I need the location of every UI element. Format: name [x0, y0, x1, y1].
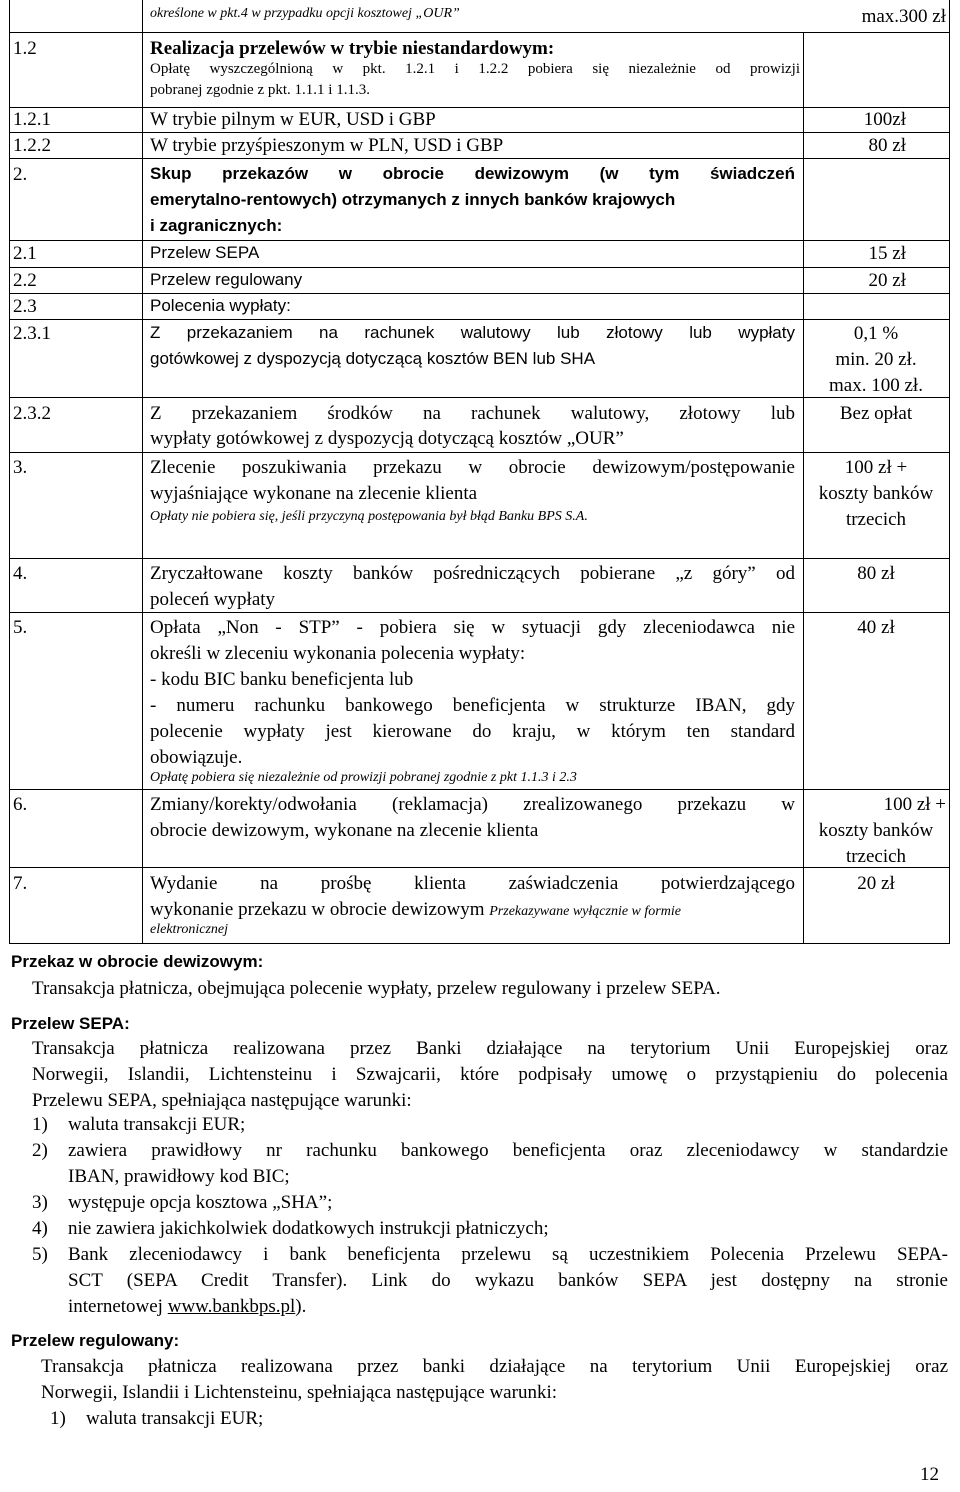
- row-description: wyjaśniające wykonane na zlecenie klienta: [150, 483, 478, 504]
- fee-cell: Bez opłat: [839, 403, 913, 424]
- row-title: i zagranicznych:: [150, 216, 283, 235]
- row-description: określi w zleceniu wykonania polecenia wypłaty:: [150, 643, 526, 664]
- row-description: Opłata „Non - STP” - pobiera się w sytuacji gdy zleceniodawca nie: [150, 617, 795, 638]
- section-heading: Przekaz w obrocie dewizowym:: [11, 952, 264, 971]
- row-separator: [9, 558, 950, 559]
- fee-cell: trzecich: [845, 509, 907, 530]
- row-number: 5.: [13, 617, 28, 638]
- list-item-number: 5): [32, 1244, 48, 1265]
- list-item-number: 2): [32, 1140, 48, 1161]
- row-description: Z przekazaniem środków na rachunek walutowy, złotowy lub: [150, 403, 795, 424]
- row-number: 2.: [13, 164, 28, 185]
- fee-cell: 15 zł: [868, 243, 906, 264]
- row-separator: [9, 319, 950, 320]
- fee-cell: 40 zł: [857, 617, 895, 638]
- list-item: IBAN, prawidłowy kod BIC;: [68, 1166, 290, 1187]
- column-separator-fee: [803, 32, 804, 944]
- row-number: 1.2.2: [13, 135, 51, 156]
- row-description: Opłatę wyszczególnioną w pkt. 1.2.1 i 1.2.2 pobiera się niezależnie od prowizji: [150, 61, 800, 77]
- list-item: występuje opcja kosztowa „SHA”;: [68, 1192, 333, 1213]
- row-separator: [9, 267, 950, 268]
- row-description: obowiązuje.: [150, 747, 243, 768]
- row-number: 2.1: [13, 243, 37, 264]
- fee-cell: max. 100 zł.: [829, 375, 923, 396]
- page-number: 12: [920, 1464, 939, 1485]
- list-item: waluta transakcji EUR;: [68, 1114, 246, 1135]
- fee-cell: 80 zł: [868, 135, 906, 156]
- row-description: - kodu BIC banku beneficjenta lub: [150, 669, 414, 690]
- row-description: Zlecenie poszukiwania przekazu w obrocie dewizowym/postępowanie: [150, 457, 795, 478]
- section-heading: Przelew regulowany:: [11, 1331, 180, 1350]
- row-title: Realizacja przelewów w trybie niestandardowym:: [150, 38, 555, 59]
- fee-cell: 100 zł +: [844, 457, 908, 478]
- row-note: Przekazywane wyłącznie w formie: [489, 904, 681, 919]
- fee-cell: min. 20 zł.: [835, 349, 917, 370]
- row-description: Zmiany/korekty/odwołania (reklamacja) zrealizowanego przekazu w: [150, 794, 795, 815]
- row-note: elektronicznej: [150, 922, 229, 937]
- row-description: Wydanie na prośbę klienta zaświadczenia potwierdzającego: [150, 873, 795, 894]
- fee-cell: 80 zł: [857, 563, 895, 584]
- row-number: 3.: [13, 457, 28, 478]
- row-number: 7.: [13, 873, 28, 894]
- list-item: [68, 1296, 306, 1318]
- list-item-number: 3): [32, 1192, 48, 1213]
- row-separator: [9, 789, 950, 790]
- row-number: 1.2.1: [13, 109, 51, 130]
- row-number: 2.3.1: [13, 323, 51, 344]
- row-description: pobranej zgodnie z pkt. 1.1.1 i 1.1.3.: [150, 82, 370, 98]
- section-text: Norwegii, Islandii, Lichtensteinu i Szwajcarii, które podpisały umowę o przystąpieniu do polecenia: [32, 1064, 948, 1085]
- row-number: 6.: [13, 794, 28, 815]
- row-separator: [9, 107, 950, 108]
- table-border-right: [949, 0, 950, 944]
- row-description-text: wykonanie przekazu w obrocie dewizowym: [150, 899, 485, 920]
- row-description: obrocie dewizowym, wykonane na zlecenie klienta: [150, 820, 539, 841]
- row-description: wypłaty gotówkowej z dyspozycją dotyczącą kosztów „OUR”: [150, 428, 624, 449]
- row-description: [150, 899, 681, 921]
- fee-cell: 20 zł: [857, 873, 895, 894]
- row-separator: [9, 293, 950, 294]
- list-item-number: 1): [32, 1114, 48, 1135]
- fee-cell: max.300 zł: [861, 6, 946, 27]
- row-number: 2.2: [13, 270, 37, 291]
- row-separator: [9, 452, 950, 453]
- row-separator: [9, 612, 950, 613]
- row-description: - numeru rachunku bankowego beneficjenta w strukturze IBAN, gdy: [150, 695, 795, 716]
- row-separator: [9, 943, 950, 944]
- row-note: Opłatę pobiera się niezależnie od prowizji pobranej zgodnie z pkt 1.1.3 i 2.3: [150, 770, 577, 785]
- row-description: gotówkowej z dyspozycją dotyczącą kosztów BEN lub SHA: [150, 349, 596, 368]
- row-description: W trybie pilnym w EUR, USD i GBP: [150, 109, 436, 130]
- row-separator: [9, 32, 950, 33]
- fee-cell: trzecich: [845, 846, 907, 867]
- list-item: waluta transakcji EUR;: [86, 1408, 264, 1429]
- fee-cell: koszty banków: [818, 820, 934, 841]
- section-text: Przelewu SEPA, spełniająca następujące warunki:: [32, 1090, 412, 1111]
- list-item: nie zawiera jakichkolwiek dodatkowych instrukcji płatniczych;: [68, 1218, 549, 1239]
- list-item: Bank zleceniodawcy i bank beneficjenta przelewu są uczestnikiem Polecenia Przelewu SEPA-: [68, 1244, 948, 1265]
- section-text: Transakcja płatnicza realizowana przez Banki działające na terytorium Unii Europejskiej oraz: [32, 1038, 948, 1059]
- row-note: określone w pkt.4 w przypadku opcji kosztowej „OUR”: [150, 6, 460, 21]
- fee-cell: 0,1 %: [853, 323, 899, 344]
- fee-cell: 100zł: [863, 109, 906, 130]
- row-separator: [9, 132, 950, 133]
- row-description: Przelew regulowany: [150, 270, 303, 289]
- section-text: Norwegii, Islandii i Lichtensteinu, spełniająca następujące warunki:: [41, 1382, 557, 1403]
- row-separator: [9, 158, 950, 159]
- row-number: 2.3.2: [13, 403, 51, 424]
- row-title: Skup przekazów w obrocie dewizowym (w tym świadczeń: [150, 164, 795, 183]
- fee-cell: 100 zł +: [883, 794, 946, 815]
- list-item-text: ).: [295, 1296, 307, 1317]
- table-border-left: [9, 0, 10, 944]
- section-text: Transakcja płatnicza realizowana przez banki działające na terytorium Unii Europejskiej oraz: [41, 1356, 948, 1377]
- section-text: Transakcja płatnicza, obejmująca polecenie wypłaty, przelew regulowany i przelew SEPA.: [32, 978, 721, 999]
- column-separator-num: [142, 0, 143, 944]
- row-description: Polecenia wypłaty:: [150, 296, 291, 315]
- row-title: emerytalno-rentowych) otrzymanych z innych banków krajowych: [150, 190, 676, 209]
- fee-cell: koszty banków: [818, 483, 934, 504]
- list-item-text: internetowej: [68, 1296, 168, 1317]
- row-note: Opłaty nie pobiera się, jeśli przyczyną postępowania był błąd Banku BPS S.A.: [150, 509, 588, 524]
- list-item: zawiera prawidłowy nr rachunku bankowego beneficjenta oraz zleceniodawcy w standardzie: [68, 1140, 948, 1161]
- row-number: 2.3: [13, 296, 37, 317]
- row-separator: [9, 397, 950, 398]
- row-number: 4.: [13, 563, 28, 584]
- list-item-number: 1): [50, 1408, 66, 1429]
- row-number: 1.2: [13, 38, 37, 59]
- bank-link[interactable]: www.bankbps.pl: [167, 1296, 296, 1317]
- row-description: polecenie wypłaty jest kierowane do kraju, w którym ten standard: [150, 721, 795, 742]
- section-heading: Przelew SEPA:: [11, 1014, 130, 1033]
- row-separator: [9, 240, 950, 241]
- list-item-number: 4): [32, 1218, 48, 1239]
- fee-cell: 20 zł: [868, 270, 906, 291]
- row-description: Z przekazaniem na rachunek walutowy lub złotowy lub wypłaty: [150, 323, 795, 342]
- row-description: poleceń wypłaty: [150, 589, 276, 610]
- list-item: SCT (SEPA Credit Transfer). Link do wykazu banków SEPA jest dostępny na stronie: [68, 1270, 948, 1291]
- row-description: W trybie przyśpieszonym w PLN, USD i GBP: [150, 135, 504, 156]
- row-description: Zryczałtowane koszty banków pośredniczących pobierane „z góry” od: [150, 563, 795, 584]
- row-description: Przelew SEPA: [150, 243, 260, 262]
